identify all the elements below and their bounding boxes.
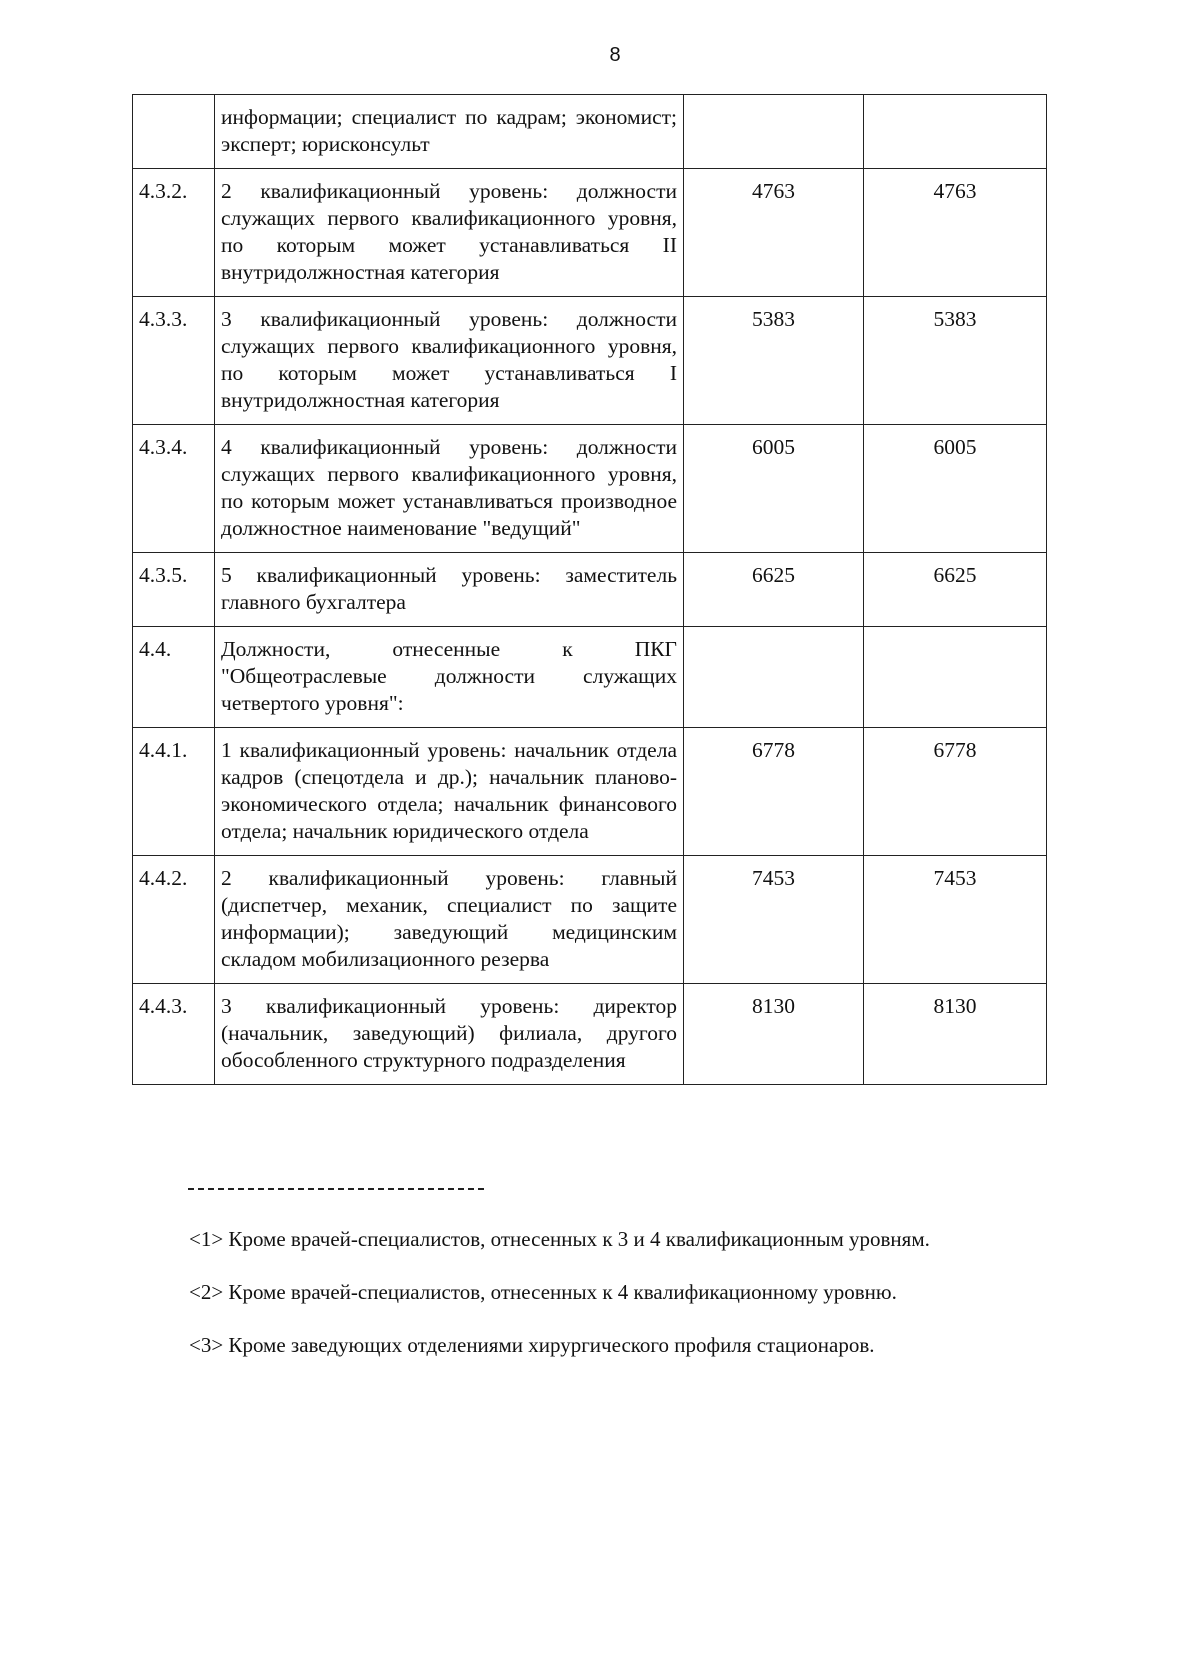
row-description: Должности, отнесенные к ПКГ "Общеотраслевые должности служащих четвертого уровня": — [215, 627, 684, 728]
row-description: информации; специалист по кадрам; экономист; эксперт; юрисконсульт — [215, 95, 684, 169]
row-value-1: 7453 — [684, 856, 864, 984]
row-value-1: 8130 — [684, 984, 864, 1085]
table-row — [133, 728, 1047, 856]
row-value-1: 5383 — [684, 297, 864, 425]
row-description: 3 квалификационный уровень: директор (начальник, заведующий) филиала, другого обособленного структурного подразделения — [215, 984, 684, 1085]
row-number: 4.4.3. — [133, 984, 215, 1085]
row-description: 2 квалификационный уровень: должности служащих первого квалификационного уровня, по которым может устанавливаться II внутридолжностная категория — [215, 169, 684, 297]
row-number: 4.3.4. — [133, 425, 215, 553]
table-row — [133, 95, 1047, 169]
row-value-2: 6778 — [864, 728, 1047, 856]
row-value-1: 6778 — [684, 728, 864, 856]
footnotes — [189, 1226, 930, 1385]
table-row — [133, 297, 1047, 425]
row-number: 4.4. — [133, 627, 215, 728]
row-number: 4.3.5. — [133, 553, 215, 627]
row-value-2: 6005 — [864, 425, 1047, 553]
row-value-2: 8130 — [864, 984, 1047, 1085]
footnote: <1> Кроме врачей-специалистов, отнесенных к 3 и 4 квалификационным уровням. — [189, 1227, 930, 1251]
row-number: 4.4.2. — [133, 856, 215, 984]
row-value-1: 4763 — [684, 169, 864, 297]
row-number: 4.3.3. — [133, 297, 215, 425]
row-value-1: 6005 — [684, 425, 864, 553]
footnote-separator — [188, 1188, 484, 1190]
row-value-1 — [684, 627, 864, 728]
table-row — [133, 984, 1047, 1085]
row-description: 5 квалификационный уровень: заместитель главного бухгалтера — [215, 553, 684, 627]
row-description: 3 квалификационный уровень: должности служащих первого квалификационного уровня, по которым может устанавливаться I внутридолжностная категория — [215, 297, 684, 425]
row-value-2: 4763 — [864, 169, 1047, 297]
row-description: 1 квалификационный уровень: начальник отдела кадров (спецотдела и др.); начальник планово-экономического отдела; начальник финансового отдела; начальник юридического отдела — [215, 728, 684, 856]
table-row — [133, 856, 1047, 984]
table-row — [133, 425, 1047, 553]
row-value-2: 5383 — [864, 297, 1047, 425]
footnote: <2> Кроме врачей-специалистов, отнесенных к 4 квалификационному уровню. — [189, 1280, 897, 1304]
row-description: 2 квалификационный уровень: главный (диспетчер, механик, специалист по защите информации); заведующий медицинским складом мобилизационного резерва — [215, 856, 684, 984]
row-description: 4 квалификационный уровень: должности служащих первого квалификационного уровня, по которым может устанавливаться производное должностное наименование "ведущий" — [215, 425, 684, 553]
row-number: 4.3.2. — [133, 169, 215, 297]
row-value-1: 6625 — [684, 553, 864, 627]
row-number: 4.4.1. — [133, 728, 215, 856]
row-value-2 — [864, 627, 1047, 728]
table-row — [133, 553, 1047, 627]
row-value-2 — [864, 95, 1047, 169]
page-number: 8 — [609, 44, 621, 66]
row-value-2: 6625 — [864, 553, 1047, 627]
row-value-1 — [684, 95, 864, 169]
row-number — [133, 95, 215, 169]
footnote: <3> Кроме заведующих отделениями хирургического профиля стационаров. — [189, 1333, 875, 1357]
row-value-2: 7453 — [864, 856, 1047, 984]
table-row — [133, 169, 1047, 297]
table-row — [133, 627, 1047, 728]
salary-table — [132, 94, 1047, 1085]
